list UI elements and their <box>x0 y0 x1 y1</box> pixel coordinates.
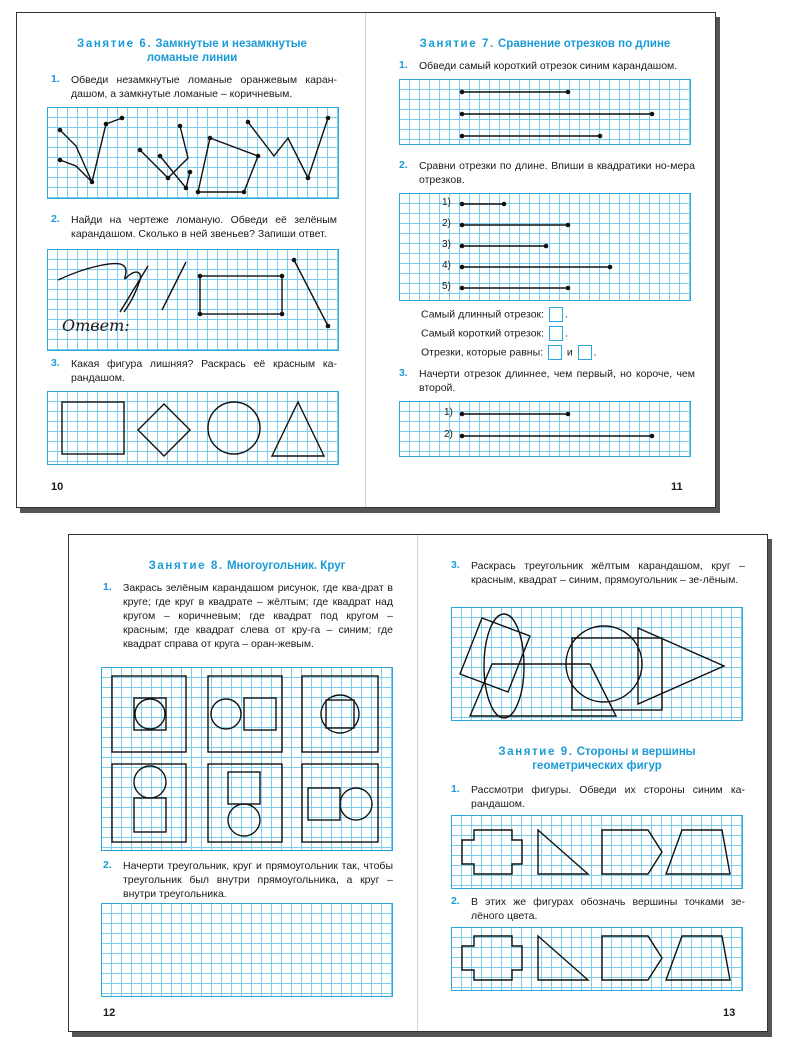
segment-label-2: 2) <box>442 218 451 229</box>
overlapping-shapes-drawing <box>452 608 742 720</box>
mixed-lines-drawing <box>48 250 338 350</box>
p10-task1-text: Обведи незамкнутые ломаные оранжевым каран-дашом, а замкнутые ломаные – коричневым. <box>71 74 337 100</box>
spread-pages-10-11 <box>16 12 716 508</box>
lesson6-title-line2: ломаные линии <box>146 52 238 64</box>
p11-task2-number: 2. <box>399 159 408 171</box>
segment <box>294 260 328 326</box>
p13-task1-number: 1. <box>451 783 460 795</box>
p10-task3-number: 3. <box>51 357 60 369</box>
cross-shape <box>462 830 522 874</box>
trapezoid-shape <box>666 830 730 874</box>
open-polyline-1 <box>60 118 122 182</box>
p11-task3-text: Начерти отрезок длиннее, чем первый, но короче, чем второй. <box>419 368 695 394</box>
lesson6-title-lead: Занятие 6. <box>77 38 153 50</box>
lesson6-title <box>47 37 337 65</box>
straight-stroke-2 <box>162 262 186 310</box>
page-number-12: 12 <box>103 1007 116 1019</box>
p13-task1-grid <box>451 815 743 889</box>
equal-label: Отрезки, которые равны: <box>421 346 544 359</box>
equal-answer-row: Отрезки, которые равны: и . <box>421 346 597 359</box>
p13-task1-text: Рассмотри фигуры. Обведи их стороны синим ка-рандашом. <box>471 784 745 810</box>
p11-task1-grid <box>399 79 691 145</box>
longest-answer-box[interactable] <box>549 307 563 322</box>
p10-task3-text: Какая фигура лишняя? Раскрась её красным ка-рандашом. <box>71 358 337 384</box>
pentagon-arrow <box>602 830 662 874</box>
polylines-drawing <box>48 108 338 198</box>
lesson8-title-lead: Занятие 8. <box>148 560 224 572</box>
lesson8-title <box>99 559 395 573</box>
equal-answer-box-2[interactable] <box>578 345 592 360</box>
p12-task1-number: 1. <box>103 581 112 593</box>
open-polyline-5 <box>248 118 328 178</box>
p13-task3-text: Раскрась треугольник жёлтым карандашом, круг – красным, квадрат – синим, прямоугольник – зе-лёным. <box>471 560 745 586</box>
p10-task2-text: Найди на чертеже ломаную. Обведи её зелёным карандашом. Сколько в ней звеньев? Запиши ответ. <box>71 214 337 240</box>
segments-drawing-1 <box>400 80 690 144</box>
triangle-shape <box>272 402 324 456</box>
lesson9-title-line2: геометрических фигур <box>532 760 662 772</box>
page-number-13: 13 <box>723 1007 736 1019</box>
p10-task2-number: 2. <box>51 213 60 225</box>
shortest-answer-box[interactable] <box>549 326 563 341</box>
p13-task3-number: 3. <box>451 559 460 571</box>
p11-task1-text: Обведи самый короткий отрезок синим карандашом. <box>419 60 678 72</box>
spread-pages-12-13 <box>68 534 768 1032</box>
p13-task2-text: В этих же фигурах обозначь вершины точками зе-лёного цвета. <box>471 896 745 922</box>
t3-segment-label-2: 2) <box>444 429 453 440</box>
lesson7-title-rest: Сравнение отрезков по длине <box>498 38 671 50</box>
rhombus-shape <box>138 404 190 456</box>
closed-polyline-1 <box>198 138 258 192</box>
page-number-10: 10 <box>51 481 64 493</box>
p12-task1-grid <box>101 667 393 851</box>
rectangle-polyline <box>200 276 282 314</box>
p12-task1-text: Закрась зелёным карандашом рисунок, где ква-драт в круге; где круг в квадрате – жёлтым; где квадрат над кругом – коричневым; где квадрат под кругом – красным; где квадрат слева от кру-га – синим; где квадрат справа от круга – оран-жевым. <box>123 582 393 650</box>
and-word: и <box>566 346 573 359</box>
longest-answer-row: Самый длинный отрезок: . <box>421 308 568 321</box>
segment-label-4: 4) <box>442 260 451 271</box>
p12-task2-number: 2. <box>103 859 112 871</box>
p13-task2-grid <box>451 927 743 991</box>
lesson7-title <box>395 37 695 51</box>
shortest-label: Самый короткий отрезок: <box>421 327 545 340</box>
figures-drawing-1 <box>452 816 742 888</box>
p13-task2-number: 2. <box>451 895 460 907</box>
lesson7-title-lead: Занятие 7. <box>419 38 495 50</box>
page-number-11: 11 <box>671 481 683 493</box>
page-gutter <box>417 535 418 1031</box>
answer-label: Ответ: <box>62 316 130 335</box>
square-with-circle-inside <box>134 698 166 730</box>
right-triangle <box>538 830 588 874</box>
p13-task3-grid <box>451 607 743 721</box>
segment-label-5: 5) <box>442 281 451 292</box>
triangle <box>638 628 724 704</box>
shortest-answer-row: Самый короткий отрезок: . <box>421 327 568 340</box>
figures-drawing-2 <box>452 928 742 990</box>
page-gutter <box>365 13 366 507</box>
equal-answer-box-1[interactable] <box>548 345 562 360</box>
lesson9-title-rest: Стороны и вершины <box>576 746 696 758</box>
p11-task1-number: 1. <box>399 59 408 71</box>
p10-task1-grid <box>47 107 339 199</box>
open-polyline-3 <box>140 126 188 178</box>
shapes-drawing <box>48 392 338 464</box>
t3-segment-label-1: 1) <box>444 407 453 418</box>
p10-task2-grid <box>47 249 339 351</box>
lesson6-title-rest: Замкнутые и незамкнутые <box>155 38 307 50</box>
p10-task3-grid <box>47 391 339 465</box>
p12-task2-empty-grid[interactable] <box>101 903 393 997</box>
curve-line <box>58 264 141 312</box>
lesson9-title-lead: Занятие 9. <box>498 746 574 758</box>
circle-shape <box>208 402 260 454</box>
p11-task2-text: Сравни отрезки по длине. Впиши в квадратики но-мера отрезков. <box>419 160 695 186</box>
segment-label-3: 3) <box>442 239 451 250</box>
p11-task3-number: 3. <box>399 367 408 379</box>
tilted-square <box>460 618 530 692</box>
square-circle-drawing <box>102 668 392 850</box>
p11-task3-grid <box>399 401 691 457</box>
longest-label: Самый длинный отрезок: <box>421 308 545 321</box>
p11-task2-grid <box>399 193 691 301</box>
lesson8-title-rest: Многоугольник. Круг <box>226 560 346 572</box>
square-shape <box>62 402 124 454</box>
segment-label-1: 1) <box>442 197 451 208</box>
p12-task2-text: Начерти треугольник, круг и прямоугольник так, чтобы треугольник был внутри прямоугольника, а круг – внутри треугольника. <box>123 860 393 900</box>
p10-task1-number: 1. <box>51 73 60 85</box>
lesson9-title <box>449 745 745 773</box>
